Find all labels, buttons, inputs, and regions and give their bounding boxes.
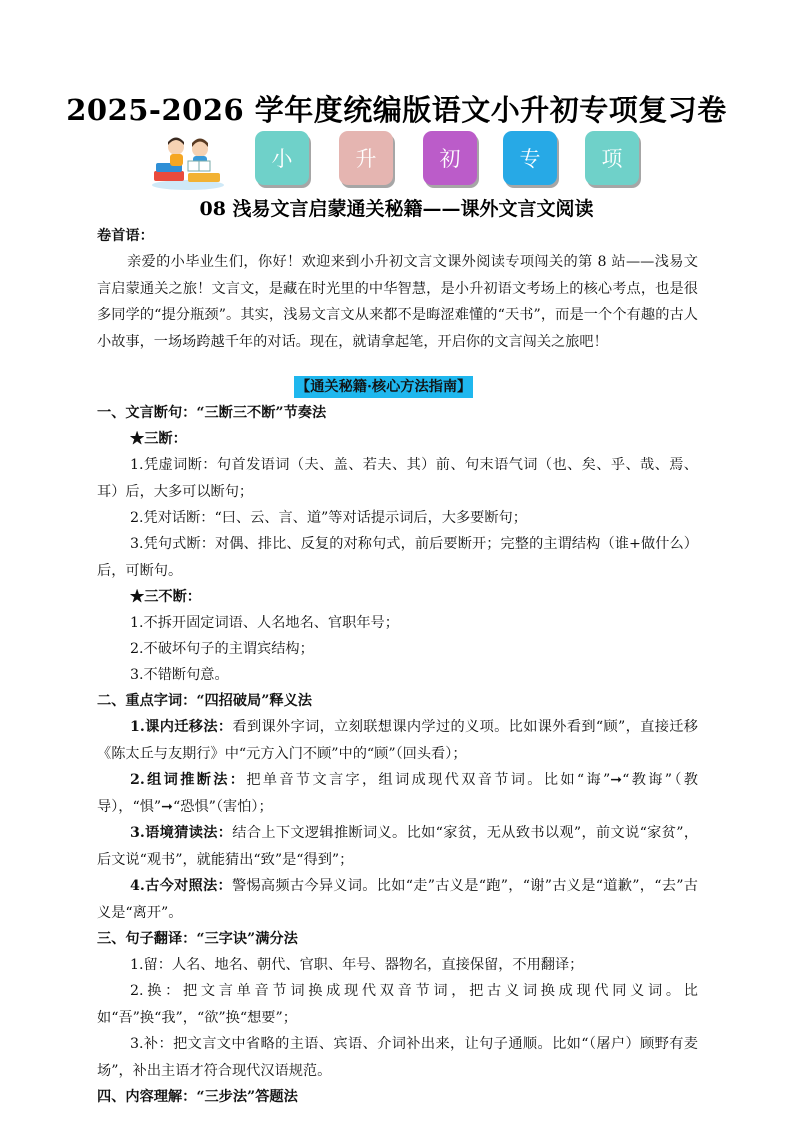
tile-sheng: 升 bbox=[339, 131, 393, 185]
tile-zhuan: 专 bbox=[503, 131, 557, 185]
section-2-item-1 bbox=[97, 714, 698, 767]
section-1-item-a2: 2.凭对话断：“曰、云、言、道”等对话提示词后，大多要断句； bbox=[130, 510, 527, 526]
section-2-item-4-text: 警惕高频古今异义词。比如“走”古义是“跑”，“谢”古义是“道歉”，“去”古义是“离开”。 bbox=[97, 878, 698, 921]
section-2-heading: 二、重点字词：“四招破局”释义法 bbox=[97, 693, 312, 709]
section-2-item-1-label: 1.课内迁移法： bbox=[130, 719, 233, 735]
section-3-item-3: 3.补：把文言文中省略的主语、宾语、介词补出来，让句子通顺。比如“（屠户）顾野有麦场”，补出主语才符合现代汉语规范。 bbox=[97, 1036, 698, 1079]
preface-heading: 卷首语： bbox=[97, 228, 154, 244]
students-reading-illustration bbox=[148, 133, 226, 191]
section-2-item-3-label: 3.语境猜读法： bbox=[130, 825, 233, 841]
section-2-item-2-text: 把单音节文言字，组词成现代双音节词。比如“诲”➞“教诲”（教导），“惧”➞“恐惧”（害怕）； bbox=[97, 772, 698, 815]
page-subtitle: 08 浅易文言启蒙通关秘籍——课外文言文阅读 bbox=[199, 198, 594, 220]
tile-xiang: 项 bbox=[585, 131, 639, 185]
section-1-heading: 一、文言断句：“三断三不断”节奏法 bbox=[97, 405, 327, 421]
section-4-heading: 四、内容理解：“三步法”答题法 bbox=[97, 1089, 298, 1105]
tile-chu: 初 bbox=[423, 131, 477, 185]
section-2-item-4 bbox=[97, 873, 698, 926]
section-1-item-a3: 3.凭句式断：对偶、排比、反复的对称句式，前后要断开；完整的主谓结构（谁+做什么）后，可断句。 bbox=[97, 536, 698, 579]
section-2-item-3-text: 结合上下文逻辑推断词义。比如“家贫，无从致书以观”，前文说“家贫”，后文说“观书”，就能猜出“致”是“得到”； bbox=[97, 825, 699, 868]
section-3-item-2: 2.换：把文言单音节词换成现代双音节词，把古义词换成现代同义词。比如“吾”换“我”，“欲”换“想要”； bbox=[97, 983, 698, 1026]
preface-body: 亲爱的小毕业生们，你好！欢迎来到小升初文言文课外阅读专项闯关的第 8 站——浅易文言启蒙通关之旅！文言文，是藏在时光里的中华智慧，是小升初语文考场上的核心考点，也是很多同学的“提分瓶颈”。其实，浅易文言文从来都不是晦涩难懂的“天书”，而是一个个有趣的古人小故事，一场场跨越千年的对话。现在，就请拿起笔，开启你的文言闯关之旅吧！ bbox=[97, 254, 698, 350]
section-1-sub-a: ★三断： bbox=[130, 431, 187, 447]
section-2-item-1-text: 看到课外字词，立刻联想课内学过的义项。比如课外看到“顾”，直接迁移《陈太丘与友期行》中“元方入门不顾”中的“顾”（回头看）； bbox=[97, 719, 698, 762]
section-1-item-b3: 3.不错断句意。 bbox=[130, 667, 229, 683]
section-1-item-b1: 1.不拆开固定词语、人名地名、官职年号； bbox=[130, 615, 399, 631]
guide-title-banner: 【通关秘籍·核心方法指南】 bbox=[294, 376, 473, 398]
section-2-item-2-label: 2.组词推断法： bbox=[130, 772, 247, 788]
section-2-item-2 bbox=[97, 767, 698, 820]
page-title: 2025-2026 学年度统编版语文小升初专项复习卷 bbox=[66, 93, 727, 127]
section-1-sub-b: ★三不断： bbox=[130, 589, 201, 605]
section-3-item-1: 1.留：人名、地名、朝代、官职、年号、器物名，直接保留，不用翻译； bbox=[130, 957, 584, 973]
section-3-heading: 三、句子翻译：“三字诀”满分法 bbox=[97, 931, 298, 947]
tile-xiao: 小 bbox=[255, 131, 309, 185]
section-2-item-3 bbox=[97, 820, 698, 873]
section-2-item-4-label: 4.古今对照法： bbox=[130, 878, 232, 894]
section-1-item-b2: 2.不破坏句子的主谓宾结构； bbox=[130, 641, 314, 657]
section-1-item-a1: 1.凭虚词断：句首发语词（夫、盖、若夫、其）前、句末语气词（也、矣、乎、哉、焉、耳）后，大多可以断句； bbox=[97, 457, 698, 500]
